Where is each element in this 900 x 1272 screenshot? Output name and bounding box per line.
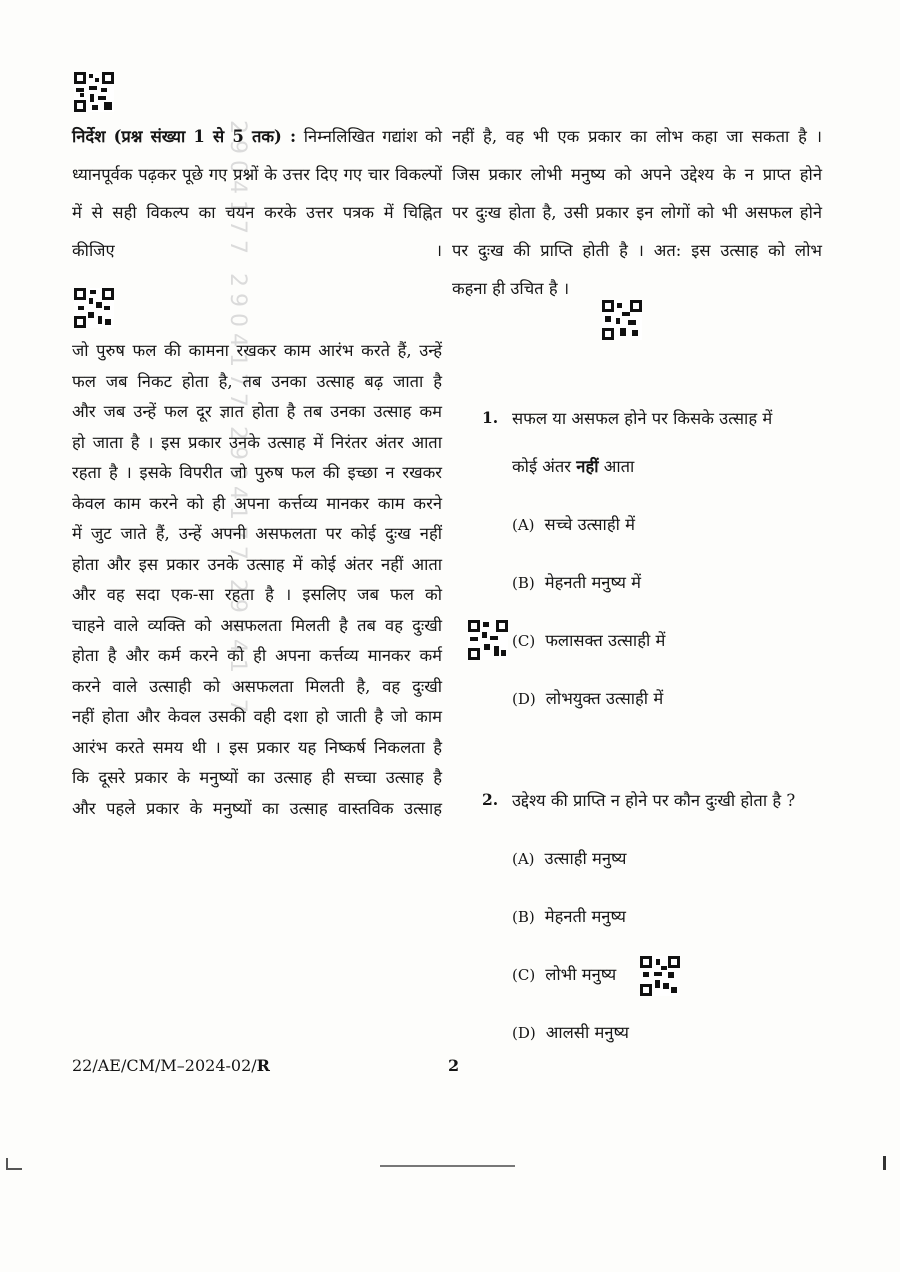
question-1-option-d[interactable]: (D) लोभयुक्त उत्साही में <box>512 689 664 708</box>
scan-artifact-top <box>80 28 840 46</box>
question-2-option-b[interactable]: (B) मेहनती मनुष्य <box>512 907 626 926</box>
qr-code-icon <box>640 956 680 996</box>
passage-line: पर दुःख होता है, उसी प्रकार इन लोगों को भी असफल होने <box>452 203 822 222</box>
passage-right-column <box>452 118 822 308</box>
passage-line: हो जाता है । इस प्रकार उनके उत्साह में निरंतर अंतर आता <box>72 432 442 452</box>
passage-line: और जब उन्हें फल दूर ज्ञात होता है तब उनका उत्साह कम <box>72 402 442 421</box>
passage-line: आरंभ करते समय थी । इस प्रकार यह निष्कर्ष निकलता है <box>72 737 442 757</box>
directions <box>72 118 442 270</box>
passage-line: केवल काम करने को ही अपना कर्त्तव्य मानकर काम करने <box>72 493 442 513</box>
directions-text: निम्नलिखित गद्यांश को ध्यानपूर्वक पढ़कर पूछे गए प्रश्नों के उत्तर दिए गए चार विकल्पों में से सही विकल्प का चयन करके उत्तर पत्रक में चिह्नित कीजिए । <box>72 127 442 260</box>
passage-line: में जुट जाते हैं, उन्हें अपनी असफलता पर कोई दुःख नहीं <box>72 524 442 543</box>
question-2-option-d[interactable]: (D) आलसी मनुष्य <box>512 1023 629 1042</box>
question-1-option-c[interactable]: (C) फलासक्त उत्साही में <box>512 631 666 650</box>
question-1-text-line1: सफल या असफल होने पर किसके उत्साह में <box>512 409 773 428</box>
page-number: 2 <box>448 1056 460 1075</box>
question-2-option-a[interactable]: (A) उत्साही मनुष्य <box>512 849 627 868</box>
corner-mark <box>883 1156 886 1170</box>
passage-line: नहीं होता और केवल उसकी वही दशा हो जाती है जो काम <box>72 707 442 726</box>
passage-line: और वह सदा एक-सा रहता है । इसलिए जब फल को <box>72 585 442 604</box>
question-2-option-c[interactable]: (C) लोभी मनुष्य <box>512 965 617 984</box>
question-1-text-line2: कोई अंतर नहीं आता <box>512 457 635 476</box>
qr-code-icon <box>74 288 114 328</box>
passage-line: चाहने वाले व्यक्ति को असफलता मिलती है तब वह दुःखी <box>72 615 442 635</box>
qr-code-icon <box>468 620 508 660</box>
passage-line: पर दुःख की प्राप्ति होती है । अत: इस उत्साह को लोभ <box>452 241 822 260</box>
passage-line: करने वाले उत्साही को असफलता मिलती है, वह दुःखी <box>72 676 442 696</box>
passage-left-column <box>72 336 442 824</box>
directions-label: निर्देश (प्रश्न संख्या 1 से 5 तक) : <box>72 127 297 146</box>
corner-mark <box>6 1158 22 1170</box>
passage-line: होता और इस प्रकार उनके उत्साह में कोई अंतर नहीं आता <box>72 554 442 574</box>
passage-line: जिस प्रकार लोभी मनुष्य को अपने उद्देश्य के न प्राप्त होने <box>452 165 822 184</box>
passage-line: कि दूसरे प्रकार के मनुष्यों का उत्साह ही सच्चा उत्साह है <box>72 768 442 787</box>
passage-line: जो पुरुष फल की कामना रखकर काम आरंभ करते हैं, उन्हें <box>72 341 442 360</box>
passage-line: नहीं है, वह भी एक प्रकार का लोभ कहा जा सकता है । <box>452 127 822 146</box>
question-2-text: उद्देश्य की प्राप्ति न होने पर कौन दुःखी होता है ? <box>512 791 796 810</box>
question-1-option-b[interactable]: (B) मेहनती मनुष्य में <box>512 573 642 592</box>
scan-artifact-line <box>380 1165 515 1167</box>
passage-line: और पहले प्रकार के मनुष्यों का उत्साह वास्तविक उत्साह <box>72 798 442 818</box>
qr-code-icon <box>74 72 114 112</box>
passage-line: रहता है । इसके विपरीत जो पुरुष फल की इच्छा न रखकर <box>72 463 442 482</box>
question-1-number: 1. <box>482 408 499 427</box>
question-1-option-a[interactable]: (A) सच्चे उत्साही में <box>512 515 635 534</box>
watermark: 2904177 2904177 2904177 2904177 <box>225 120 250 719</box>
question-2-number: 2. <box>482 790 499 809</box>
passage-line: फल जब निकट होता है, तब उनका उत्साह बढ़ जाता है <box>72 371 442 391</box>
paper-code: 22/AE/CM/M–2024-02/R <box>72 1056 270 1075</box>
passage-line: होता है और कर्म करने को ही अपना कर्त्तव्य मानकर कर्म <box>72 646 442 665</box>
passage-line: कहना ही उचित है । <box>452 279 570 298</box>
